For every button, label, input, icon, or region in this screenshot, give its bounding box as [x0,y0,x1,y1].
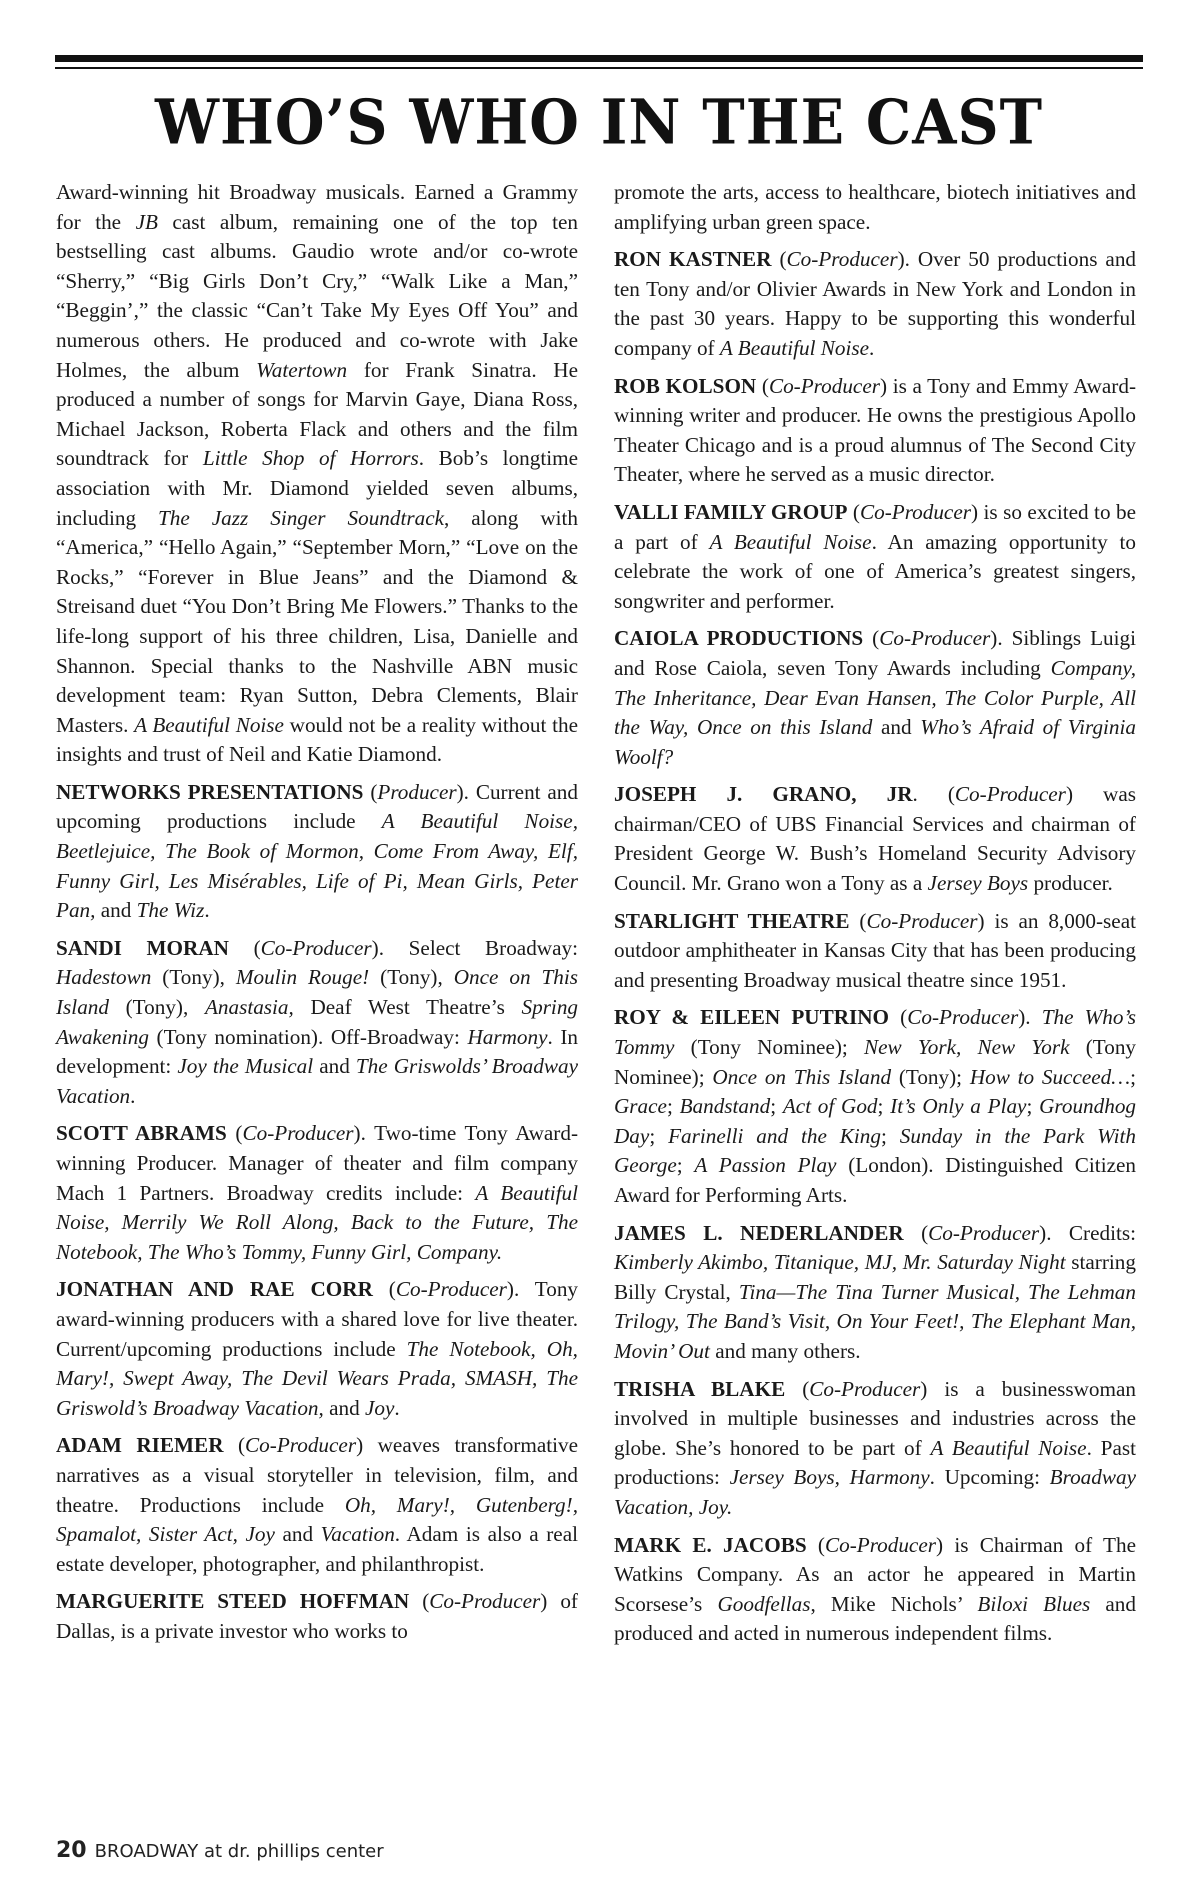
bio-jonathan-rae-corr: JONATHAN AND RAE CORR (Co-Producer). Tony award-winning producers with a shared love for live theater. Current/upcoming productions include The Notebook, Oh, Mary!, Swept Away, The Devil Wears Prada, SMASH, The Griswold’s Broadway Vacation, and Joy. [56,1277,579,1420]
bio-name: JOSEPH J. GRANO, JR [614,782,913,807]
bio-name: TRISHA BLAKE [614,1376,786,1401]
page-number: 20 [56,1838,87,1863]
bio-name: VALLI FAMILY GROUP [614,499,848,524]
bio-starlight-theatre: STARLIGHT THEATRE (Co-Producer) is an 8,000-seat outdoor amphitheater in Kansas City that has been producing and presenting Broadway musical theatre since 1951. [614,908,1136,992]
bio-name: ROY & EILEEN PUTRINO [614,1005,890,1030]
bio-name: SCOTT ABRAMS [56,1121,227,1146]
bio-name: MARK E. JACOBS [614,1532,807,1557]
bio-mark-jacobs: MARK E. JACOBS (Co-Producer) is Chairman of The Watkins Company. As an actor he appeared in Martin Scorsese’s Goodfellas, Mike Nichols’ Biloxi Blues and produced and acted in numerous independent films. [614,1532,1136,1646]
bio-caiola-productions: CAIOLA PRODUCTIONS (Co-Producer). Siblings Luigi and Rose Caiola, seven Tony Awards including Company, The Inheritance, Dear Evan Hansen, The Color Purple, All the Way, Once on this Island and Who’s Afraid of Virginia Woolf? [614,626,1137,769]
bio-roy-eileen-putrino: ROY & EILEEN PUTRINO (Co-Producer). The Who’s Tommy (Tony Nominee); New York, New York (Tony Nominee); Once on This Island (Tony); How to Succeed…; Grace; Bandstand; Act of God; It’s Only a Play; Groundhog Day; Farinelli and the King; Sunday in the Park With George; A Passion Play (London). Distinguished Citizen Award for Performing Arts. [614,1005,1137,1207]
right-column [614,178,1136,1649]
top-rule-thin [55,67,1143,69]
bio-name: NETWORKS PRESENTATIONS [56,779,364,804]
bio-rob-kolson: ROB KOLSON (Co-Producer) is a Tony and Emmy Award-winning writer and producer. He owns the prestigious Apollo Theater Chicago and is a proud alumnus of The Second City Theater, where he served as a music director. [614,373,1137,487]
bio-name: SANDI MORAN [56,935,229,960]
bio-name: MARGUERITE STEED HOFFMAN [56,1589,410,1614]
bio-marguerite-steed-hoffman: MARGUERITE STEED HOFFMAN (Co-Producer) of Dallas, is a private investor who works to [56,1589,578,1643]
bio-networks-presentations: NETWORKS PRESENTATIONS (Producer). Current and upcoming productions include A Beautiful Noise, Beetlejuice, The Book of Mormon, Come From Away, Elf, Funny Girl, Les Misérables, Life of Pi, Mean Girls, Peter Pan, and The Wiz. [56,779,578,923]
bio-scott-abrams: SCOTT ABRAMS (Co-Producer). Two-time Tony Award-winning Producer. Manager of theater and film company Mach 1 Partners. Broadway credits include: A Beautiful Noise, Merrily We Roll Along, Back to the Future, The Notebook, The Who’s Tommy, Funny Girl, Company. [56,1121,578,1264]
bio-name: ROB KOLSON [614,373,757,398]
bio-valli-family-group: VALLI FAMILY GROUP (Co-Producer) is so excited to be a part of A Beautiful Noise. An amazing opportunity to celebrate the work of one of America’s greatest singers, songwriter and performer. [614,499,1137,613]
bio-gaudio-continued: Award-winning hit Broadway musicals. Earned a Grammy for the JB cast album, remaining one of the top ten bestselling cast albums. Gaudio wrote and/or co-wrote “Sherry,” “Big Girls Don’t Cry,” “Walk Like a Man,” “Beggin’,” the classic “Can’t Take My Eyes Off You” and numerous others. He produced and co-wrote with Jake Holmes, the album Watertown for Frank Sinatra. He produced a number of songs for Marvin Gaye, Diana Ross, Michael Jackson, Roberta Flack and others and the film soundtrack for Little Shop of Horrors. Bob’s longtime association with Mr. Diamond yielded seven albums, including The Jazz Singer Soundtrack, along with “America,” “Hello Again,” “September Morn,” “Love on the Rocks,” “Forever in Blue Jeans” and the Diamond & Streisand duet “You Don’t Bring Me Flowers.” Thanks to the life-long support of his three children, Lisa, Danielle and Shannon. Special thanks to the Nashville ABN music development team: Ryan Sutton, Debra Clements, Blair Masters. A Beautiful Noise would not be a reality without the insights and trust of Neil and Katie Diamond. [56,180,579,767]
page-footer [56,1836,384,1866]
bio-joseph-grano: JOSEPH J. GRANO, JR. (Co-Producer) was chairman/CEO of UBS Financial Services and chairman of President George W. Bush’s Homeland Security Advisory Council. Mr. Grano won a Tony as a Jersey Boys producer. [614,782,1136,896]
bio-name: STARLIGHT THEATRE [614,908,850,933]
bio-trisha-blake: TRISHA BLAKE (Co-Producer) is a businesswoman involved in multiple businesses and industries across the globe. She’s honored to be part of A Beautiful Noise. Past productions: Jersey Boys, Harmony. Upcoming: Broadway Vacation, Joy. [614,1376,1137,1519]
bio-james-nederlander: JAMES L. NEDERLANDER (Co-Producer). Credits: Kimberly Akimbo, Titanique, MJ, Mr. Saturday Night starring Billy Crystal, Tina—The Tina Turner Musical, The Lehman Trilogy, The Band’s Visit, On Your Feet!, The Elephant Man, Movin’ Out and many others. [614,1220,1136,1363]
bio-sandi-moran: SANDI MORAN (Co-Producer). Select Broadway: Hadestown (Tony), Moulin Rouge! (Tony), Once on This Island (Tony), Anastasia, Deaf West Theatre’s Spring Awakening (Tony nomination). Off-Broadway: Harmony. In development: Joy the Musical and The Griswolds’ Broadway Vacation. [56,935,579,1108]
top-rule-thick [55,55,1143,62]
bio-name: JAMES L. NEDERLANDER [614,1220,904,1245]
bio-hoffman-continued: promote the arts, access to healthcare, biotech initiatives and amplifying urban green space. [614,180,1136,234]
bio-name: CAIOLA PRODUCTIONS [614,626,864,651]
publication-name: BROADWAY at dr. phillips center [94,1841,384,1862]
bio-name: ADAM RIEMER [56,1433,224,1458]
page-title: WHO’S WHO IN THE CAST [154,86,1044,159]
left-column [56,178,578,1647]
bio-name: RON KASTNER [614,247,772,272]
bio-ron-kastner: RON KASTNER (Co-Producer). Over 50 productions and ten Tony and/or Olivier Awards in New York and London in the past 30 years. Happy to be supporting this wonderful company of A Beautiful Noise. [614,247,1137,360]
bio-adam-riemer: ADAM RIEMER (Co-Producer) weaves transformative narratives as a visual storyteller in television, film, and theatre. Productions include Oh, Mary!, Gutenberg!, Spamalot, Sister Act, Joy and Vacation. Adam is also a real estate developer, photographer, and philanthropist. [56,1433,579,1576]
bio-name: JONATHAN AND RAE CORR [56,1277,373,1302]
